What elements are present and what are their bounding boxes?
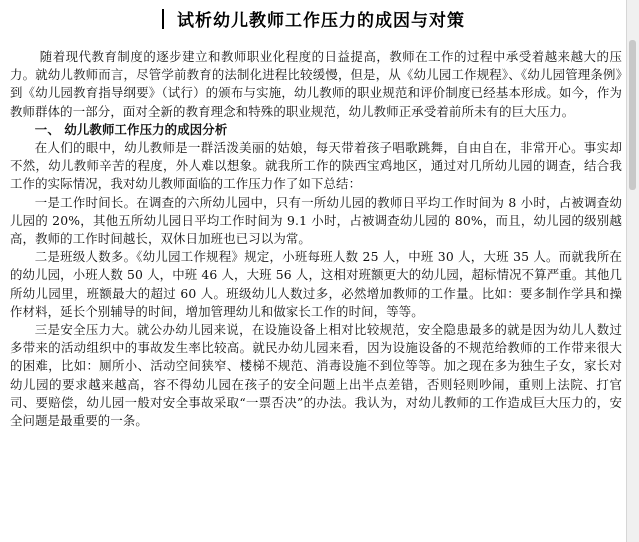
title-area xyxy=(0,6,627,30)
paragraph-class-size: 二是班级人数多。《幼儿园工作规程》规定，小班每班人数 25 人，中班 30 人，大班 35 人。而就我所在的幼儿园，小班人数 50 人，中班 46 人，大班 56 人，这相对班额更大的幼儿园，超标情况不算严重。其他几所幼儿园里，班额最大的超过 60 人。班级幼儿人数过多，必然增加教师的工作量。比如：要多制作学具和操作材料，延长个别辅导的时间，增加管理幼儿和做家长工作的时间，等等。 xyxy=(10,249,622,319)
paragraph-overview: 在人们的眼中，幼儿教师是一群活泼美丽的姑娘，每天带着孩子唱歌跳舞，自由自在，非常开心。事实却不然，幼儿教师辛苦的程度，外人难以想象。就我所工作的陕西宝鸡地区，通过对几所幼儿园的调查，结合我工作的实际情况，我对幼儿教师面临的工作压力作了如下总结： xyxy=(10,140,622,192)
section-heading: 一、 幼儿教师工作压力的成因分析 xyxy=(34,121,228,137)
intro-paragraph: 随着现代教育制度的逐步建立和教师职业化程度的日益提高，教师在工作的过程中承受着越来越大的压力。就幼儿教师而言，尽管学前教育的法制化进程比较缓慢，但是，从《幼儿园工作规程》、《幼儿园管理条例》到《幼儿园教育指导纲要》（试行）的颁布与实施，幼儿教师的职业规范和评价制度已经基本形成。如今，作为教师群体的一部分，面对全新的教育理念和特殊的职业规范，幼儿教师正承受着前所未有的巨大压力。 xyxy=(10,49,622,119)
paragraph-work-hours: 一是工作时间长。在调查的六所幼儿园中，只有一所幼儿园的教师日平均工作时间为 8 小时，占被调查幼儿园的 20%，其他五所幼儿园日平均工作时间为 9.1 小时，占被调查幼儿园的 80%，而且，幼儿园的级别越高，教师的工作时间越长，双休日加班也已习以为常。 xyxy=(10,194,622,247)
scrollbar-thumb[interactable] xyxy=(629,40,636,190)
paragraph-safety: 三是安全压力大。就公办幼儿园来说，在设施设备上相对比较规范，安全隐患最多的就是因为幼儿人数过多带来的活动组织中的事故发生率比较高。就民办幼儿园来看，因为设施设备的不规范给教师的工作带来很大的困难，比如：厕所小、活动空间狭窄、楼梯不规范、消毒设施不到位等等。加之现在多为独生子女，家长对幼儿园的要求越来越高，容不得幼儿园在孩子的安全问题上出半点差错，否则轻则吵闹，重则上法院、打官司、要赔偿，幼儿园一般对安全事故采取“一票否决”的办法。我认为，对幼儿教师的工作造成巨大压力的，安全问题是最重要的一条。 xyxy=(10,322,622,429)
vertical-scrollbar[interactable] xyxy=(626,0,639,542)
article-body xyxy=(10,48,622,430)
title-marker xyxy=(162,9,164,29)
page-title: 试析幼儿教师工作压力的成因与对策 xyxy=(177,11,466,31)
